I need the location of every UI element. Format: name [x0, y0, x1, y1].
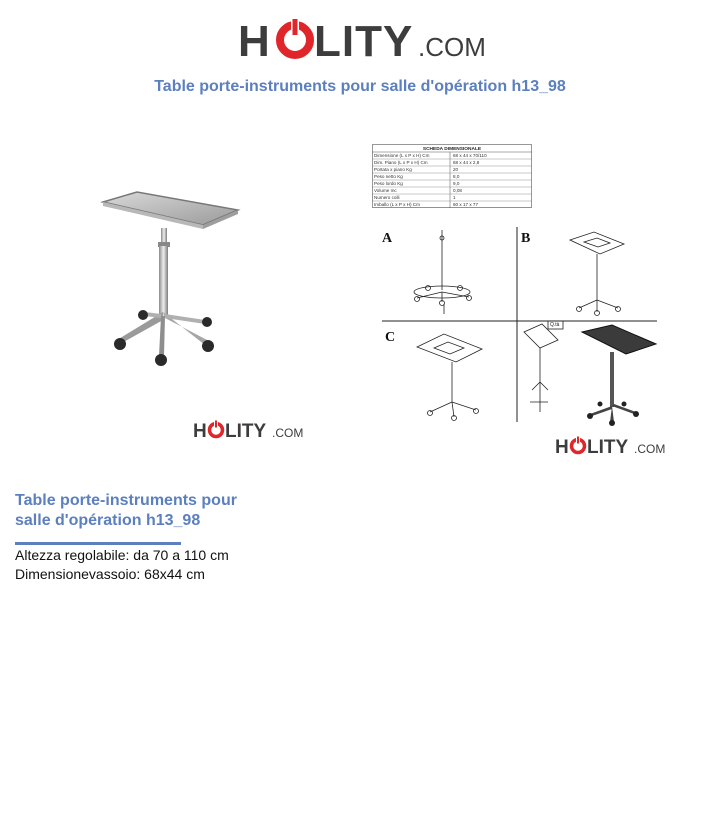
spec-row-label: Portata x piano Kg [374, 167, 412, 173]
spec-row-label: Imballo (L x P x H) Cm [374, 202, 420, 208]
power-ring-icon [210, 420, 223, 437]
svg-text:H: H [193, 421, 207, 442]
holity-logo[interactable] [238, 14, 488, 66]
spec-row-value: 68 x 44 x 70/110 [453, 153, 487, 159]
spec-row-value: 8,0 [453, 174, 460, 180]
svg-text:Q.tà: Q.tà [550, 322, 560, 328]
power-ring-icon [280, 18, 310, 55]
feature-tray-size: Dimensionevassoio: 68x44 cm [15, 566, 205, 582]
product-photo [95, 180, 245, 375]
spec-row-label: Peso lordo Kg [374, 181, 403, 187]
power-ring-icon [572, 436, 585, 453]
diagram-label-c: C [385, 330, 396, 345]
feature-height: Altezza regolabile: da 70 a 110 cm [15, 547, 229, 563]
spec-sheet-table [372, 144, 532, 208]
product-heading: Table porte-instruments pour salle d'opération h13_98 [15, 492, 237, 529]
diagram-parts-list [524, 321, 563, 412]
spec-row-label: Dimensione (L x P x H) Cm [374, 153, 430, 159]
diagram-label-a: A [382, 231, 393, 246]
spec-row-label: Peso netto Kg [374, 174, 403, 180]
logo-brand-text: LITY [314, 17, 414, 66]
photo-holity-logo [193, 418, 303, 442]
diagram-c-assembly [417, 334, 482, 421]
assembly-diagram [372, 222, 662, 427]
svg-text:LITY: LITY [587, 437, 629, 458]
spec-row-label: Numero colli [374, 195, 400, 201]
logo-suffix: .COM [418, 32, 486, 62]
svg-text:.COM: .COM [272, 426, 303, 440]
page-title: Table porte-instruments pour salle d'opération h13_98 [154, 78, 566, 95]
diagram-a-base [414, 230, 472, 314]
spec-row-value: 1 [453, 195, 456, 201]
spec-row-value: 20 [453, 167, 459, 173]
diagram-holity-logo [555, 434, 665, 458]
product-features [15, 546, 229, 584]
heading-underline [15, 542, 181, 545]
diagram-b-assembly [570, 232, 624, 316]
svg-text:H: H [555, 437, 569, 458]
spec-row-label: Dim. Piano (L x P x H) Cm [374, 160, 428, 166]
diagram-assembled-product [582, 325, 656, 426]
svg-text:.COM: .COM [634, 442, 665, 456]
spec-row-value: 60 x 17 x 77 [453, 202, 479, 208]
spec-row-label: Volume mc [374, 188, 397, 194]
diagram-label-b: B [521, 231, 531, 246]
spec-row-value: 9,0 [453, 181, 460, 187]
svg-text:LITY: LITY [225, 421, 267, 442]
logo-letter-h: H [238, 17, 271, 66]
spec-row-value: 68 x 44 x 2,8 [453, 160, 480, 166]
spec-sheet-title: SCHEDA DIMENSIONALE [422, 147, 482, 152]
spec-row-value: 0,08 [453, 188, 462, 194]
